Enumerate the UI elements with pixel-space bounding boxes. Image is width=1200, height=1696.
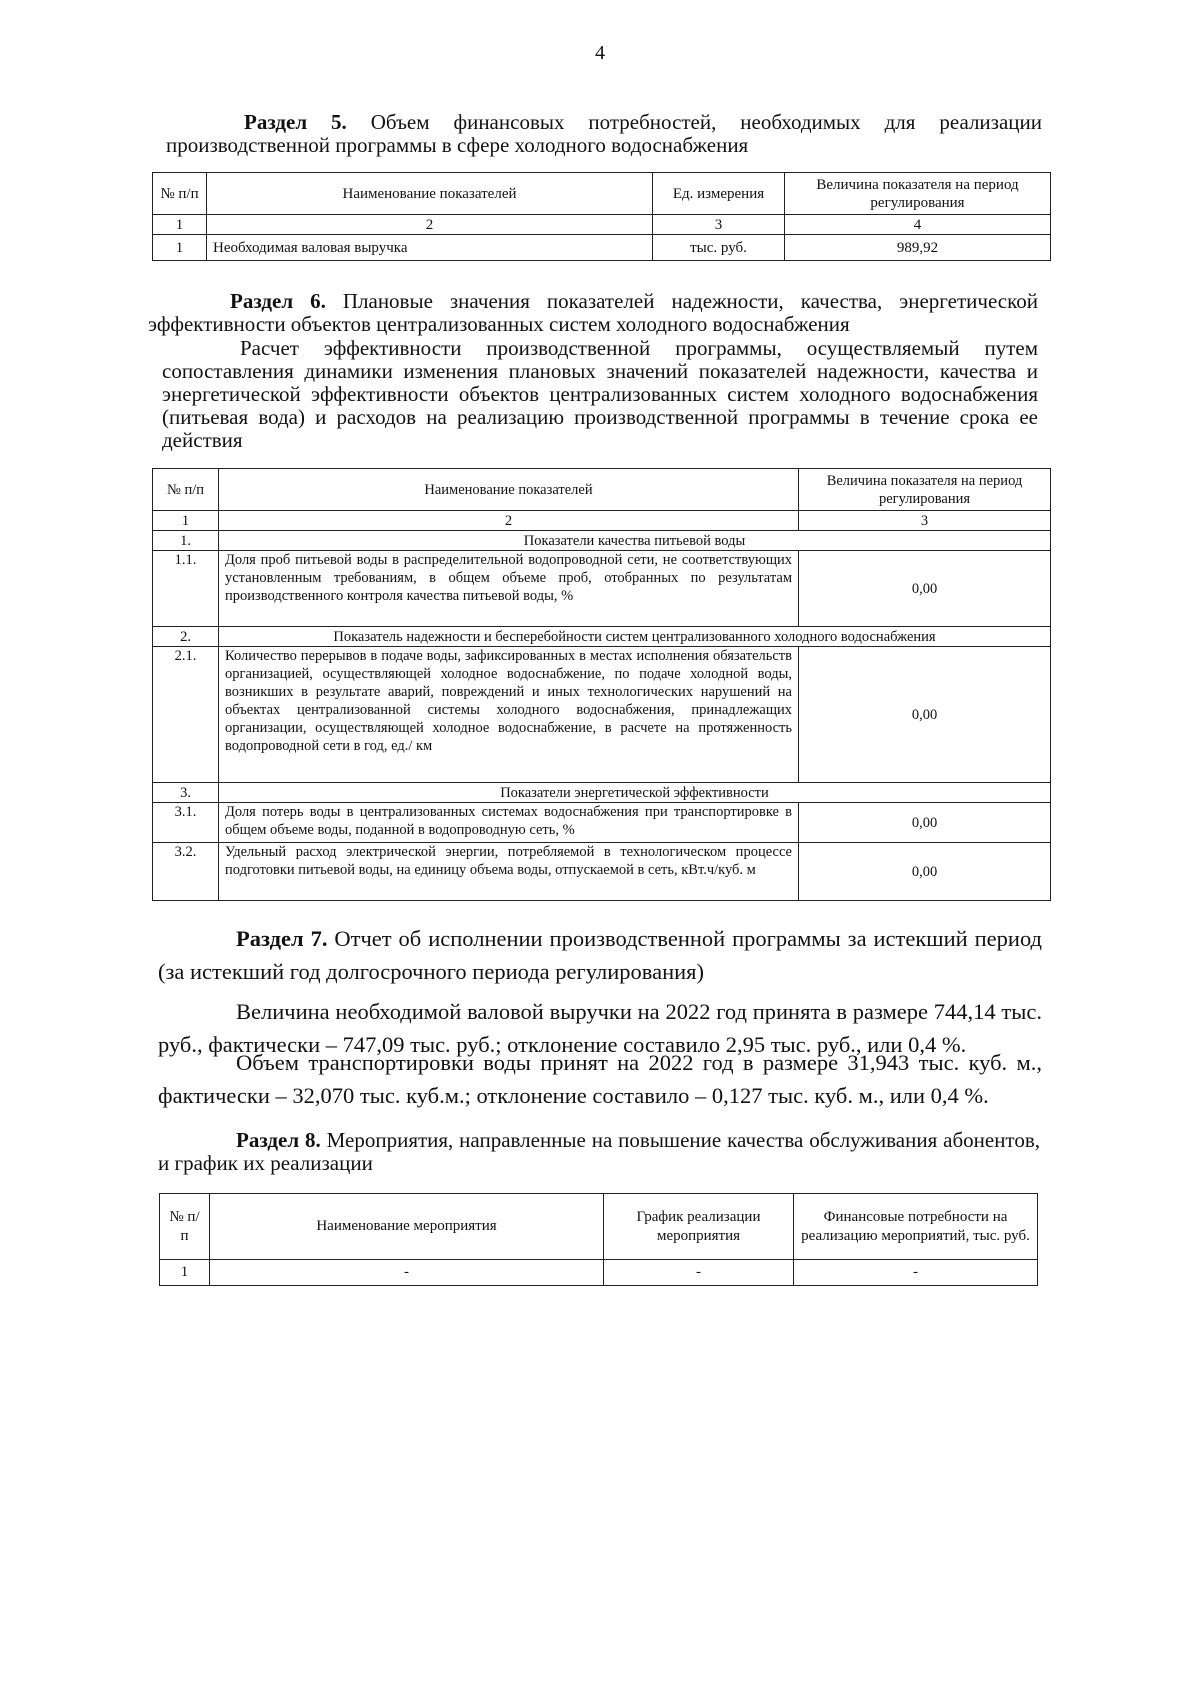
section7-paragraph-1: Величина необходимой валовой выручки на 2022 год принята в размере 744,14 тыс. руб., фактически – 747,09 тыс. руб.; отклонение составило 2,95 тыс. руб., или 0,4 %.	[158, 999, 1042, 1057]
colnum: 3	[653, 215, 785, 235]
group-row	[153, 627, 1051, 647]
group-title: Показатель надежности и бесперебойности систем централизованного холодного водоснабжения	[219, 627, 1051, 647]
row-value: 0,00	[799, 803, 1051, 843]
group-title: Показатели качества питьевой воды	[219, 531, 1051, 551]
table-header-row	[153, 173, 1051, 215]
row-name: Доля проб питьевой воды в распределительной водопроводной сети, не соответствующих установленным требованиям, в общем объеме проб, отобранных по результатам производственного контроля качества питьевой воды, %	[219, 551, 799, 627]
row-value: 0,00	[799, 551, 1051, 627]
row-name: Количество перерывов в подаче воды, зафиксированных в местах исполнения обязательств организацией, осуществляющей холодное водоснабжение, по подаче холодной воды, возникших в результате аварий, повреждений и иных технологических нарушений на объектах централизованной системы холодного водоснабжения, принадлежащих организации, осуществляющей холодное водоснабжение, в расчете на протяженность водопроводной сети в год, ед./ км	[219, 647, 799, 783]
section5-title: Объем финансовых потребностей, необходимых для реализации производственной программы в сфере холодного водоснабжения	[166, 110, 1042, 157]
section8-label: Раздел 8.	[236, 1128, 321, 1152]
row-num: 1	[153, 235, 207, 261]
section7-label: Раздел 7.	[236, 926, 328, 951]
table-row	[153, 843, 1051, 901]
header-value: Величина показателя на период регулирования	[799, 469, 1051, 511]
header-schedule: График реализации мероприятия	[604, 1194, 794, 1260]
row-name: Необходимая валовая выручка	[207, 235, 653, 261]
row-value: 0,00	[799, 647, 1051, 783]
group-num: 1.	[153, 531, 219, 551]
colnum: 4	[785, 215, 1051, 235]
row-schedule: -	[604, 1260, 794, 1286]
row-num: 2.1.	[153, 647, 219, 783]
row-num: 1	[160, 1260, 210, 1286]
row-num: 1.1.	[153, 551, 219, 627]
group-row	[153, 783, 1051, 803]
row-name: -	[210, 1260, 604, 1286]
section7-paragraph-2: Объем транспортировки воды принят на 2022 год в размере 31,943 тыс. куб. м., фактически – 32,070 тыс. куб.м.; отклонение составило – 0,127 тыс. куб. м., или 0,4 %.	[158, 1050, 1042, 1108]
group-num: 2.	[153, 627, 219, 647]
header-cost: Финансовые потребности на реализацию мероприятий, тыс. руб.	[794, 1194, 1038, 1260]
row-cost: -	[794, 1260, 1038, 1286]
row-num: 3.1.	[153, 803, 219, 843]
header-name: Наименование показателей	[207, 173, 653, 215]
header-name: Наименование показателей	[219, 469, 799, 511]
table-row	[153, 551, 1051, 627]
header-num: № п/п	[153, 173, 207, 215]
header-num: № п/п	[160, 1194, 210, 1260]
table-row	[153, 647, 1051, 783]
section6-label: Раздел 6.	[230, 289, 326, 313]
group-title: Показатели энергетической эффективности	[219, 783, 1051, 803]
table-row	[160, 1260, 1038, 1286]
header-name: Наименование мероприятия	[210, 1194, 604, 1260]
table-header-row	[153, 469, 1051, 511]
section7-heading	[158, 922, 1042, 988]
row-unit: тыс. руб.	[653, 235, 785, 261]
section8-title: Мероприятия, направленные на повышение качества обслуживания абонентов, и график их реализации	[158, 1128, 1040, 1175]
table-header-row	[160, 1194, 1038, 1260]
group-num: 3.	[153, 783, 219, 803]
colnum: 2	[219, 511, 799, 531]
header-unit: Ед. измерения	[653, 173, 785, 215]
row-name: Доля потерь воды в централизованных системах водоснабжения при транспортировке в общем объеме воды, поданной в водопроводную сеть, %	[219, 803, 799, 843]
row-num: 3.2.	[153, 843, 219, 901]
section8-table	[159, 1193, 1038, 1286]
colnum: 2	[207, 215, 653, 235]
colnum: 1	[153, 215, 207, 235]
group-row	[153, 531, 1051, 551]
page-number: 4	[595, 42, 605, 64]
section6-title: Плановые значения показателей надежности, качества, энергетической эффективности объектов централизованных систем холодного водоснабжения	[148, 289, 1038, 336]
section6-table	[152, 468, 1051, 901]
column-numbers-row	[153, 511, 1051, 531]
row-value: 0,00	[799, 843, 1051, 901]
section8-heading	[158, 1129, 1040, 1175]
section6-description: Расчет эффективности производственной программы, осуществляемый путем сопоставления динамики изменения плановых значений показателей надежности, качества и энергетической эффективности объектов централизованных систем холодного водоснабжения (питьевая вода) и расходов на реализацию производственной программы в течение срока ее действия	[162, 336, 1038, 452]
colnum: 3	[799, 511, 1051, 531]
colnum: 1	[153, 511, 219, 531]
section7-title: Отчет об исполнении производственной программы за истекший период (за истекший год долгосрочного периода регулирования)	[158, 926, 1042, 984]
table-row	[153, 235, 1051, 261]
column-numbers-row	[153, 215, 1051, 235]
header-num: № п/п	[153, 469, 219, 511]
section5-label: Раздел 5.	[244, 110, 347, 134]
row-name: Удельный расход электрической энергии, потребляемой в технологическом процессе подготовки питьевой воды, на единицу объема воды, отпускаемой в сеть, кВт.ч/куб. м	[219, 843, 799, 901]
section5-table	[152, 172, 1051, 261]
section5-heading	[166, 111, 1042, 157]
header-value: Величина показателя на период регулирования	[785, 173, 1051, 215]
section6-heading	[148, 290, 1038, 336]
table-row	[153, 803, 1051, 843]
row-value: 989,92	[785, 235, 1051, 261]
